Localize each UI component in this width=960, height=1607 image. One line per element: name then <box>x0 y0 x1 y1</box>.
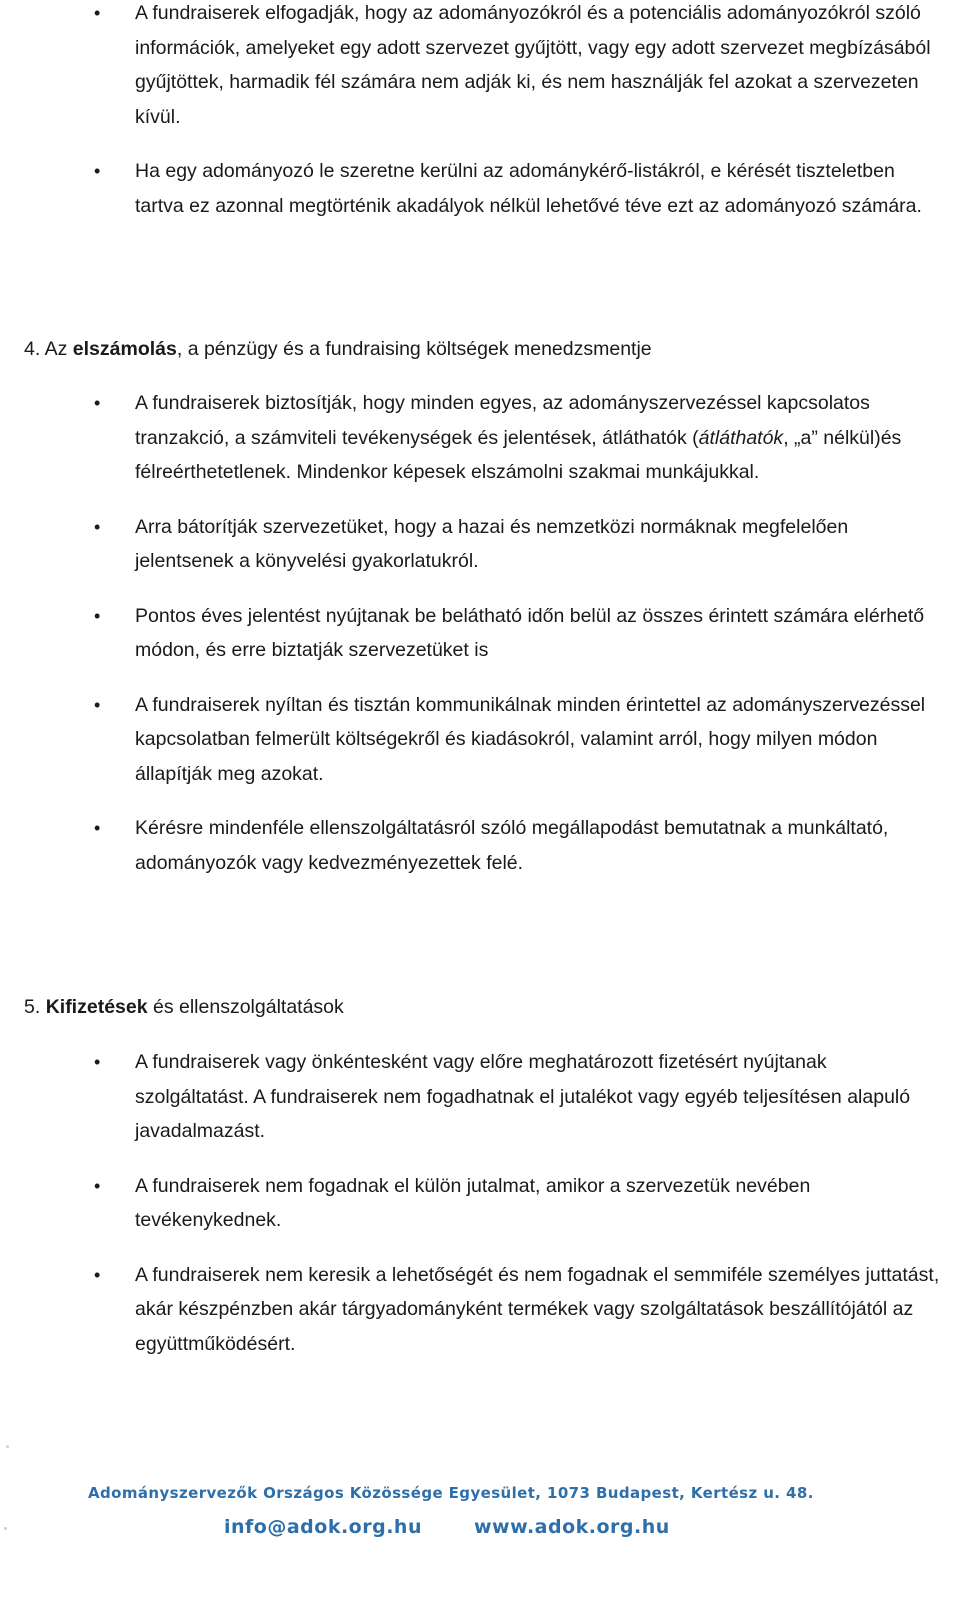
bullet-text: A fundraiserek nyíltan és tisztán kommunikálnak minden érintettel az adományszervezéssel kapcsolatban felmerült költségekről és kiadásokról, valamint arról, hogy milyen módon állapítják meg azokat. <box>135 693 926 785</box>
bullet-icon: • <box>94 1264 101 1285</box>
bullet-icon: • <box>94 605 101 626</box>
bullet-text: A fundraiserek nem keresik a lehetőségét és nem fogadnak el semmiféle személyes juttatást, akár készpénzben akár tárgyadományként termékek vagy szolgáltatások beszállítójától az együttműködésért. <box>135 1263 940 1355</box>
bullet-icon: • <box>94 694 101 715</box>
bullet-icon: • <box>94 1175 101 1196</box>
bullet-text: Kérésre mindenféle ellenszolgáltatásról szóló megállapodást bemutatnak a munkáltató, adományozók vagy kedvezményezettek felé. <box>135 817 889 874</box>
section-prefix: Az <box>44 338 68 360</box>
section-number: 5. <box>24 996 41 1018</box>
list-item <box>0 811 960 880</box>
list-item <box>0 1258 960 1362</box>
bullet-text: Ha egy adományozó le szeretne kerülni az adománykérő-listákról, e kérését tiszteletben tartva ez azonnal megtörténik akadályok nélkül lehetővé téve ezt az adományozó számára. <box>135 160 922 217</box>
bullet-text: A fundraiserek elfogadják, hogy az adományozókról és a potenciális adományozókról szóló információk, amelyeket egy adott szervezet gyűjtött, vagy egy adott szervezet megbízásából gyűjtöttek, harmadik fél számára nem adják ki, és nem használják fel azokat a szervezeten kívül. <box>135 2 931 128</box>
section5-bullet-list <box>0 1045 960 1361</box>
list-item <box>0 1169 960 1238</box>
scan-mark <box>4 1527 7 1530</box>
section-bold-word: elszámolás <box>72 338 177 360</box>
section3-bullet-list <box>0 0 960 223</box>
list-item <box>0 386 960 490</box>
bullet-icon: • <box>94 818 101 838</box>
list-item <box>0 1045 960 1149</box>
section-5-heading <box>24 990 344 1024</box>
list-item <box>0 688 960 792</box>
section-number: 4. <box>24 338 41 360</box>
footer-website-link[interactable]: www.adok.org.hu <box>474 1516 670 1538</box>
bullet-text: A fundraiserek nem fogadnak el külön jutalmat, amikor a szervezetük nevében tevékenykednek. <box>135 1174 811 1231</box>
bullet-text: Pontos éves jelentést nyújtanak be belátható időn belül az összes érintett számára elérhető módon, és erre biztatják szervezetüket is <box>135 604 925 661</box>
list-item <box>0 510 960 579</box>
bullet-italic-text: átláthatók <box>698 426 784 449</box>
bullet-icon: • <box>94 1052 101 1072</box>
bullet-text: A fundraiserek biztosítják, hogy minden egyes, az adományszervezéssel kapcsolatos tranzakció, a számviteli tevékenységek és jelentések, átláthatók ( <box>135 392 870 449</box>
bullet-icon: • <box>94 516 101 537</box>
footer-address: Adományszervezők Országos Közössége Egyesület, 1073 Budapest, Kertész u. 48. <box>88 1484 814 1502</box>
footer-email-link[interactable]: info@adok.org.hu <box>224 1516 422 1538</box>
list-item <box>0 599 960 668</box>
bullet-icon: • <box>94 161 101 181</box>
section-bold-word: Kifizetések <box>45 996 148 1018</box>
section-4-heading <box>24 332 652 366</box>
bullet-text: A fundraiserek vagy önkéntesként vagy előre meghatározott fizetésért nyújtanak szolgáltatást. A fundraiserek nem fogadhatnak el jutalékot vagy egyéb teljesítésen alapuló javadalmazást. <box>135 1051 911 1142</box>
list-item <box>0 154 960 223</box>
section4-bullet-list <box>0 386 960 880</box>
section-suffix: és ellenszolgáltatások <box>147 996 344 1018</box>
bullet-text: Arra bátorítják szervezetüket, hogy a hazai és nemzetközi normáknak megfelelően jelentsenek a könyvelési gyakorlatukról. <box>135 515 849 572</box>
bullet-icon: • <box>94 3 101 23</box>
bullet-icon: • <box>94 393 101 413</box>
list-item <box>0 0 960 134</box>
scan-mark <box>6 1445 9 1448</box>
section-suffix: , a pénzügy és a fundraising költségek menedzsmentje <box>176 338 652 360</box>
bullet-text-continued: , „a” nélkül)és félreérthetetlenek. Mindenkor képesek elszámolni szakmai munkájukkal. <box>135 426 902 483</box>
